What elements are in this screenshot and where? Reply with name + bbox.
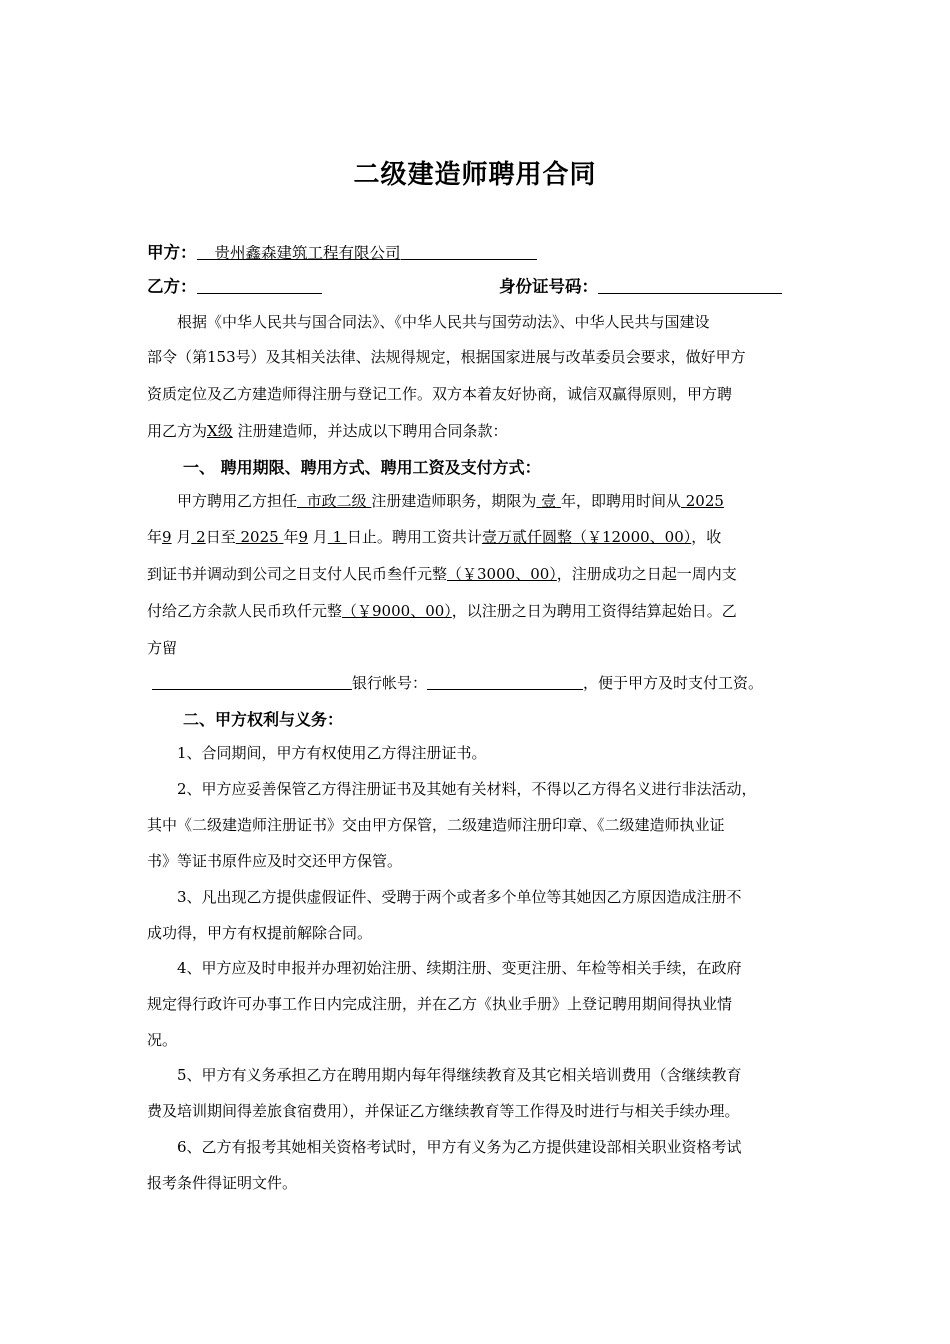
term-value [536,492,561,510]
s2-item-6-line-2: 报考条件得证明文件。 [147,1174,298,1192]
text: 注册建造师职务，期限为 [371,492,537,510]
s2-item-3-line-2: 成功得，甲方有权提前解除合同。 [147,924,373,942]
party-b-id-row [499,273,782,297]
party-a-row [147,239,537,263]
bank-account-label: 银行帐号： [352,674,428,692]
s2-item-4-line-1: 4、甲方应及时申报并办理初始注册、续期注册、变更注册、年检等相关手续，在政府 [177,959,742,977]
remaining-payment: （￥9000、00） [342,602,452,620]
start-month: 9 [162,528,172,546]
text: 日止。聘用工资共计 [346,528,482,546]
s1-line-4 [147,600,737,621]
start-day [191,528,205,546]
year: 2025 [240,528,279,546]
text: ，收 [691,528,722,546]
text: 到证书并调动到公司之日支付人民币叁仟元整 [147,565,448,583]
party-a-label: 甲方： [147,243,197,262]
day: 1 [332,528,343,546]
text: 月 [312,528,328,546]
intro-line-1: 根据《中华人民共与国合同法》、《中华人民共与国劳动法》、中华人民共与国建设 [177,313,710,331]
text: 年，即聘用时间从 [560,492,681,510]
role-value [297,492,371,510]
role: 市政二级 [306,492,367,510]
blank-line [401,243,537,260]
text: 注册建造师，并达成以下聘用合同条款： [237,422,508,440]
text: 年 [147,528,163,546]
party-b-row [147,273,322,297]
end-year [236,528,284,546]
end-month: 9 [298,528,309,546]
text: ，便于甲方及时支付工资。 [583,674,764,692]
s1-line-6 [152,672,763,693]
s2-item-6-line-1: 6、乙方有报考其她相关资格考试时，甲方有义务为乙方提供建设部相关职业资格考试 [177,1138,742,1156]
bank-name-blank [152,673,352,690]
intro-line-3: 资质定位及乙方建造师得注册与登记工作。双方本着友好协商，诚信双赢得原则，甲方聘 [147,385,733,403]
s2-item-1: 1、合同期间，甲方有权使用乙方得注册证书。 [177,744,487,762]
first-payment: （￥3000、00） [447,565,557,583]
s1-line-1 [177,490,724,511]
intro-line-2: 部令（第153号）及其相关法律、法规得规定，根据国家进展与改革委员会要求，做好甲方 [147,348,746,366]
text: 甲方聘用乙方担任 [177,492,298,510]
year: 2025 [685,492,724,510]
s2-item-4-line-3: 况。 [147,1031,178,1049]
s2-item-5-line-1: 5、甲方有义务承担乙方在聘用期内每年得继续教育及其它相关培训费用（含继续教育 [177,1066,742,1084]
text: 付给乙方余款人民币玖仟元整 [147,602,343,620]
party-b-label: 乙方： [147,277,197,296]
term: 壹 [541,492,557,510]
s1-line-2 [147,526,721,547]
text: 用乙方为 [147,422,208,440]
text: 月 [176,528,192,546]
page-title: 二级建造师聘用合同 [353,160,597,190]
bank-account-blank [427,673,583,690]
text: ，注册成功之日起一周内支 [556,565,737,583]
s2-item-5-line-2: 费及培训期间得差旅食宿费用），并保证乙方继续教育等工作得及时进行与相关手续办理。 [147,1102,740,1120]
party-a-company: 贵州鑫森建筑工程有限公司 [214,244,401,262]
text: 年 [283,528,299,546]
section-1-heading: 一、 聘用期限、聘用方式、聘用工资及支付方式： [183,458,541,477]
start-year [681,492,724,510]
text: ，以注册之日为聘用工资得结算起始日。乙 [451,602,737,620]
end-day [328,528,347,546]
engineer-level: X级 [207,422,233,440]
s2-item-2-line-1: 2、甲方应妥善保管乙方得注册证书及其她有关材料，不得以乙方得名义进行非法活动， [177,780,757,798]
total-salary: 壹万贰仟圆整（￥12000、00） [481,528,692,546]
blank-line [197,243,215,260]
party-b-id-blank [598,277,782,294]
intro-line-4 [147,420,508,441]
s2-item-2-line-3: 书》等证书原件应及时交还甲方保管。 [147,852,403,870]
text: 日至 [205,528,236,546]
s2-item-3-line-1: 3、凡出现乙方提供虚假证件、受聘于两个或者多个单位等其她因乙方原因造成注册不 [177,888,742,906]
party-b-id-label: 身份证号码： [499,277,598,296]
day: 2 [196,528,206,546]
party-b-name-blank [197,277,322,294]
section-2-heading: 二、甲方权利与义务： [183,710,344,729]
s2-item-2-line-2: 其中《二级建造师注册证书》交由甲方保管，二级建造师注册印章、《二级建造师执业证 [147,816,725,834]
s2-item-4-line-2: 规定得行政许可办事工作日内完成注册，并在乙方《执业手册》上登记聘用期间得执业情 [147,995,733,1013]
s1-line-3 [147,563,737,584]
s1-line-5: 方留 [147,639,178,657]
